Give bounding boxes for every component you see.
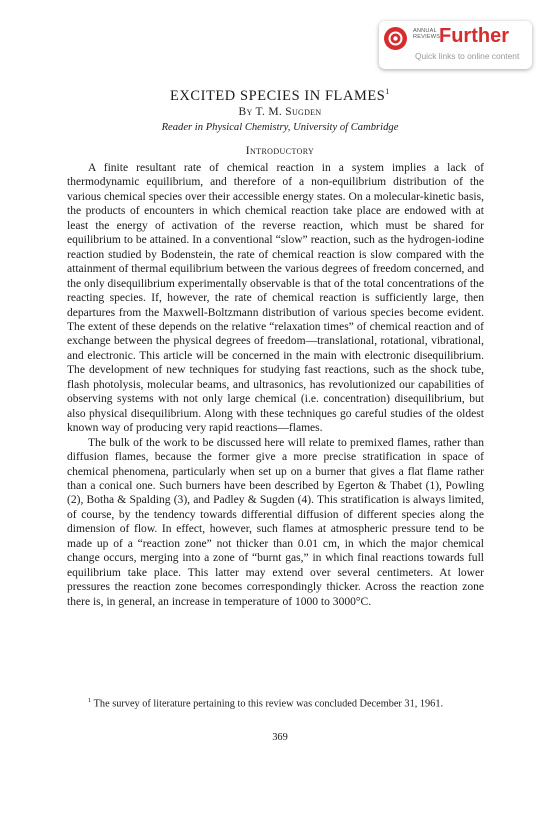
badge-brand: Further [439, 25, 509, 47]
badge-publisher-line-2: REVIEWS [413, 34, 441, 40]
title-footnote-mark[interactable]: 1 [385, 87, 390, 96]
body-paragraph-1: A finite resultant rate of chemical reaction in a system implies a lack of thermodynamic equilibrium, and therefore of a non-equilibrium distribution of the various chemical species over their accessible energy states. On a molecular-kinetic basis, the products of encounters in which chemical reaction take place are endowed with at least the energy of activation of the reverse reaction, which must be shared for equilibrium to be attained. In a conventional “slow” reaction, such as the hydrogen-iodine reaction studied by Bodenstein, the rate of chemical reaction is slow compared with the attainment of thermal equilibrium between the various degrees of freedom concerned, and the only disequilibrium experimentally observable is that of the total concentrations of the reacting species. If, however, the rate of chemical reaction is sufficiently large, then departures from the Maxwell-Boltzmann distribution of various species become evident. The extent of these depends on the relative “relaxation times” of chemical reaction and of exchange between the physical degrees of freedom—translational, rotational, vibrational, and electronic. This article will be concerned in the main with electronic disequilibrium. The development of new techniques for studying fast reactions, such as the shock tube, flash photolysis, molecular beams, and ultrasonics, has revolutionized our capabilities of observing systems with not only large chemical (i.e. concentration) disequilibrium, but also physical disequilibrium. Along with these techniques go careful studies of the oldest known way of producing very rapid reactions—flames. [67, 162, 484, 435]
body-paragraph-2: The bulk of the work to be discussed here will relate to premixed flames, rather than diffusion flames, because the former give a more precise stratification in space of chemical phenomena, particularly when set up on a burner that gives a flat flame rather than a conical one. Such burners have been described by Egerton & Thabet (1), Powling (2), Botha & Spalding (3), and Padley & Sugden (4). This stratification is always limited, of course, by the tendency towards differential diffusion of different species along the dimension of flow. In effect, however, such flames at atmospheric pressure tend to be made up of a “reaction zone” not thicker than 0.01 cm, in which the major chemical change occurs, merging into a zone of “burnt gas,” in which final reactions towards full equilibrium take place. This latter may extend over several centimeters. At lower pressures the reaction zone becomes correspondingly thicker. Across the reaction zone there is, in general, an increase in temperature of 1000 to 3000°C. [67, 436, 484, 608]
badge-publisher-line-1: ANNUAL [413, 28, 437, 34]
article-title [0, 83, 560, 105]
footnote-text: The survey of literature pertaining to this review was concluded December 31, 1961. [93, 698, 444, 710]
footnote [67, 694, 484, 710]
author-byline: By T. M. Sugden [238, 106, 322, 118]
badge-subtitle: Quick links to online content [415, 51, 520, 61]
author-affiliation: Reader in Physical Chemistry, University of Cambridge [161, 122, 399, 133]
article-body [67, 161, 484, 609]
page-number: 369 [272, 732, 288, 743]
annual-reviews-further-badge[interactable] [379, 21, 532, 69]
article-title-text: EXCITED SPECIES IN FLAMES [170, 87, 386, 104]
footnote-mark: 1 [88, 697, 92, 704]
section-heading: Introductory [245, 145, 315, 157]
annual-reviews-logo-icon [384, 27, 407, 50]
badge-publisher-name [413, 28, 440, 40]
